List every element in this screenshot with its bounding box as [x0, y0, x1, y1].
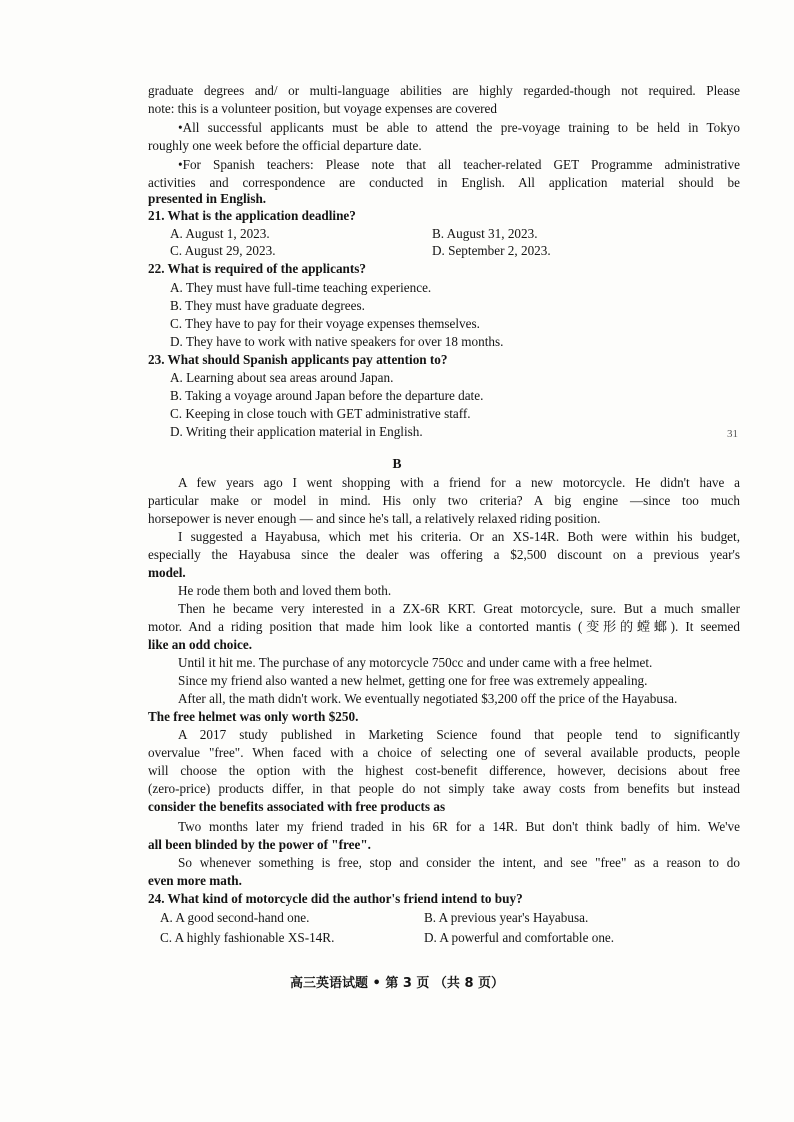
- question-23-stem: 23. What should Spanish applicants pay attention to?: [148, 352, 448, 367]
- question-21-option-a[interactable]: A. August 1, 2023.: [170, 226, 270, 241]
- passage-b-line: Until it hit me. The purchase of any motorcycle 750cc and under came with a free helmet.: [178, 655, 653, 670]
- passage-a-line: graduate degrees and/ or multi-language abilities are highly regarded-though not required. Please: [148, 83, 740, 98]
- margin-mark: 31: [727, 428, 738, 440]
- passage-b-line: particular make or model in mind. His only two criteria? A big engine —since too much: [148, 493, 740, 508]
- passage-b-line: motor. And a riding position that made him look like a contorted mantis (变形的螳螂). It seemed: [148, 619, 740, 634]
- passage-b-line: A 2017 study published in Marketing Science found that people tend to significantly: [178, 727, 740, 742]
- question-22-option-d[interactable]: D. They have to work with native speakers for over 18 months.: [170, 334, 504, 349]
- passage-b-line: (zero-price) products differ, in that people do not simply take away costs from benefits but instead: [148, 781, 740, 796]
- page-footer: 高三英语试题 • 第 3 页 （共 8 页）: [289, 976, 505, 991]
- question-21-option-c[interactable]: C. August 29, 2023.: [170, 243, 276, 258]
- question-22-option-a[interactable]: A. They must have full-time teaching experience.: [170, 280, 432, 295]
- section-b-label: B: [392, 456, 402, 471]
- question-24-option-c[interactable]: C. A highly fashionable XS-14R.: [160, 930, 335, 945]
- passage-b-line: all been blinded by the power of "free".: [148, 837, 371, 852]
- passage-b-line: like an odd choice.: [148, 637, 253, 652]
- question-21-option-b[interactable]: B. August 31, 2023.: [432, 226, 538, 241]
- passage-b-line: Then he became very interested in a ZX-6R KRT. Great motorcycle, sure. But a much smaller: [178, 601, 740, 616]
- question-24-option-a[interactable]: A. A good second-hand one.: [160, 910, 310, 925]
- question-22-option-b[interactable]: B. They must have graduate degrees.: [170, 298, 365, 313]
- passage-b-line: He rode them both and loved them both.: [178, 583, 392, 598]
- passage-b-line: model.: [148, 565, 186, 580]
- passage-a-line: •All successful applicants must be able to attend the pre-voyage training to be held in Tokyo: [178, 120, 740, 135]
- question-22-option-c[interactable]: C. They have to pay for their voyage expenses themselves.: [170, 316, 480, 331]
- question-21-option-d[interactable]: D. September 2, 2023.: [432, 243, 551, 258]
- passage-b-line: A few years ago I went shopping with a friend for a new motorcycle. He didn't have a: [178, 475, 740, 490]
- passage-a-line: roughly one week before the official departure date.: [148, 138, 422, 153]
- question-23-option-b[interactable]: B. Taking a voyage around Japan before the departure date.: [170, 388, 484, 403]
- passage-a-line: note: this is a volunteer position, but voyage expenses are covered: [148, 101, 498, 116]
- passage-a-line: •For Spanish teachers: Please note that all teacher-related GET Programme administrative: [178, 157, 740, 172]
- passage-a-line: activities and correspondence are conducted in English. All application material should be: [148, 175, 740, 190]
- question-23-option-c[interactable]: C. Keeping in close touch with GET administrative staff.: [170, 406, 471, 421]
- question-23-option-a[interactable]: A. Learning about sea areas around Japan.: [170, 370, 394, 385]
- passage-b-line: will choose the option with the highest cost-benefit difference, however, decisions about free: [148, 763, 740, 778]
- question-24-option-d[interactable]: D. A powerful and comfortable one.: [424, 930, 615, 945]
- question-22-stem: 22. What is required of the applicants?: [148, 261, 366, 276]
- passage-b-line: Two months later my friend traded in his 6R for a 14R. But don't think badly of him. We've: [178, 819, 740, 834]
- passage-b-line: So whenever something is free, stop and consider the intent, and see "free" as a reason to do: [178, 855, 740, 870]
- passage-b-line: especially the Hayabusa since the dealer was offering a $2,500 discount on a previous year's: [148, 547, 740, 562]
- passage-b-line: consider the benefits associated with free products as: [148, 799, 446, 814]
- passage-b-line: The free helmet was only worth $250.: [148, 709, 359, 724]
- question-24-option-b[interactable]: B. A previous year's Hayabusa.: [424, 910, 589, 925]
- passage-b-line: overvalue "free". When faced with a choice of selecting one of several available products, people: [148, 745, 740, 760]
- passage-b-line: Since my friend also wanted a new helmet, getting one for free was extremely appealing.: [178, 673, 648, 688]
- passage-b-line: After all, the math didn't work. We eventually negotiated $3,200 off the price of the Hayabusa.: [178, 691, 678, 706]
- passage-b-line: I suggested a Hayabusa, which met his criteria. Or an XS-14R. Both were within his budget,: [178, 529, 740, 544]
- question-21-stem: 21. What is the application deadline?: [148, 208, 356, 223]
- passage-b-line: even more math.: [148, 873, 242, 888]
- question-24-stem: 24. What kind of motorcycle did the author's friend intend to buy?: [148, 891, 523, 906]
- passage-b-line: horsepower is never enough — and since he's tall, a relatively relaxed riding position.: [148, 511, 601, 526]
- question-23-option-d[interactable]: D. Writing their application material in English.: [170, 424, 423, 439]
- passage-a-line: presented in English.: [148, 191, 267, 206]
